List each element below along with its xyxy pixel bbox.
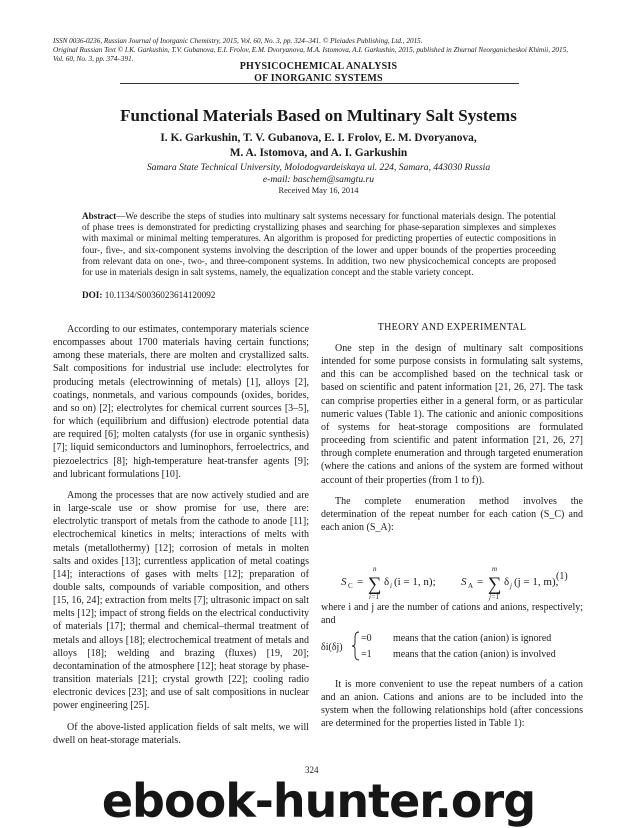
svg-text:δ: δ (504, 576, 510, 588)
cases-expression (321, 628, 583, 664)
equation-1 (321, 563, 583, 603)
journal-header-line: Vol. 60, No. 3, pp. 374–391. (53, 55, 134, 63)
after-equation-text: where i and j are the number of cations and anions, respectively; and (321, 602, 583, 627)
affiliation (0, 162, 637, 186)
doi (82, 290, 215, 301)
range-i: (i = 1, n); (394, 576, 436, 588)
section-line-2: OF INORGANIC SYSTEMS (254, 72, 383, 84)
svg-text:i: i (390, 582, 392, 590)
journal-header (53, 37, 593, 64)
journal-header-line: ISSN 0036-0236, Russian Journal of Inorganic Chemistry, 2015, Vol. 60, No. 3, pp. 324–341. © Pleiades Publishing, Ltd., 2015. (53, 37, 423, 45)
paragraph: One step in the design of multinary salt compositions intended for some purpose consists in formulating salt systems, and this can be accomplished based on the technical task or based on scientific and patent information [21, 26, 27]. The task can comprise properties either in a general form, or as particular numeric values (Table 1). The cationic and anionic compositions of systems for heat-storage compositions are formulated proceeding from scientific and patent information [21, 26, 27] through complete enumeration and through targeted enumeration (where the cations and anions of the system are formed without account of their properties (from 1 to f)). (321, 343, 583, 486)
cases-lhs: δi(δj) (321, 642, 343, 653)
case-one-text: means that the cation (anion) is involved (393, 649, 556, 660)
delta-i: δ (384, 576, 390, 588)
sc-subscript: C (348, 582, 353, 590)
journal-header-line: Original Russian Text © I.K. Garkushin, T.V. Gubanova, E.I. Frolov, E.M. Dvoryanova, M.A. Istomova, A.I. Garkushin, 2015, published in Zhurnal Neorganicheskoi Khimii, 2015, (53, 46, 569, 54)
sum-sign-i: ∑ (368, 574, 382, 595)
paragraph: Of the above-listed application fields of salt melts, we will dwell on heat-storage materials. (53, 721, 309, 746)
paragraph: According to our estimates, contemporary materials science encompasses about 1700 materials having certain functions; among these materials, there are molten and crystallized salts. Salt compositions for industrial use include: electrolytes for producing metals (electrowinning of metals) [1], alloys [2], coatings, nonmetals, and various compounds (oxides, borides, and so on) [2]; electrolytes for chemical current sources [3–5], for which (equilibrium and diffusion) electrode potential data are required [6]; molten catalysts (for use in organic synthesis) [7]; liquid semiconductors and luminophors, ferroelectrics, and piezoelectrics [8]; high-temperature heat-transfer agents [9]; and lubricant formulations [10]. (53, 324, 309, 480)
doi-value: 10.1134/S0036023614120092 (104, 290, 216, 300)
sc-symbol: S (341, 576, 347, 588)
svg-text:=: = (357, 576, 364, 588)
range-j: (j = 1, m), (514, 576, 559, 588)
equation-number: (1) (556, 571, 568, 582)
author-line-2: M. A. Istomova, and A. I. Garkushin (229, 146, 408, 159)
abstract-label: Abstract (82, 211, 117, 221)
left-column (53, 323, 309, 755)
paper-title: Functional Materials Based on Multinary Salt Systems (120, 106, 517, 125)
paragraph: The complete enumeration method involves the determination of the repeat number for each cation (S_C) and each anion (S_A): (321, 495, 583, 534)
section-title-theory: THEORY AND EXPERIMENTAL (377, 322, 527, 333)
watermark: ebook-hunter.org (101, 774, 536, 828)
svg-text:j: j (510, 582, 512, 590)
page-number: 324 (305, 765, 319, 775)
right-column (321, 342, 583, 542)
doi-label: DOI: (82, 290, 103, 300)
sum-upper-m: m (492, 565, 498, 573)
case-one: =1 (361, 649, 372, 660)
paragraph: Among the processes that are now actively studied and are in large-scale use or show promise for use, there are: electrolytic transport of metals from the cathode to anode [11]; electrochemical kinetics in melts; interactions of melts with metals (metallothermy) [12]; corrosion of metals in molten salts and oxides [13]; currentless application of metal coatings [14]; interactions of gases with melts [12]; preparation of double salts, compounds of variable composition, and others [15, 16, 24]; extraction from melts [7]; ultrasonic impact on salt melts [12]; impact of strong fields on the electrical conductivity of materials [17]; thermal and chemical–thermal treatment of metals and alloys [18]; electrochemical treatment of metals and alloys [18]; welding and brazing (fluxes) [19, 20]; decontamination of the atmosphere [12]; heat storage by phase-transition materials [21]; crystal growth [22]; cooling radio electronic devices [23]; and use of salt compositions in nuclear power engineering [25]. (53, 489, 309, 712)
section-divider (120, 83, 519, 84)
case-zero: =0 (361, 633, 372, 644)
received-date: Received May 16, 2014 (278, 186, 359, 195)
author-list (0, 131, 637, 160)
paragraph: It is more convenient to use the repeat numbers of a cation and an anion. Cations and anions are to be included into the system when the following relationships hold (after concessions are determined for the properties listed in Table 1): (321, 679, 583, 730)
case-zero-text: means that the cation (anion) is ignored (393, 633, 552, 644)
abstract (82, 211, 556, 278)
sa-subscript: A (468, 582, 474, 590)
sum-sign-j: ∑ (488, 574, 502, 595)
affiliation-email: e-mail: baschem@samgtu.ru (262, 174, 375, 185)
sum-upper-n: n (373, 565, 377, 573)
section-heading (0, 61, 637, 84)
section-line-1: PHYSICOCHEMICAL ANALYSIS (239, 61, 398, 72)
svg-text:=: = (477, 576, 484, 588)
sum-lower-j: j=1 (489, 593, 500, 601)
affiliation-address: Samara State Technical University, Molodogvardeiskaya ul. 224, Samara, 443030 Russia (146, 162, 491, 173)
abstract-text: —We describe the steps of studies into multinary salt systems necessary for functional materials design. The potential of phase trees is demonstrated for predicting crystallizing phases and searching for phase-separation simplexes and simplexes with maximal or minimal melting temperatures. An algorithm is proposed for predicting properties of eutectic compositions in four-, five-, and six-component systems involving the description of the lower and upper bounds of the properties proceeding from relevant data on one-, two-, and three-component systems. In addition, two new physicochemical concepts are proposed for use in materials design in salt systems, namely, the equalization concept and the stable variety concept. (82, 211, 556, 278)
sa-symbol: S (461, 576, 467, 588)
sum-lower-i: i=1 (369, 593, 380, 601)
author-line-1: I. K. Garkushin, T. V. Gubanova, E. I. Frolov, E. M. Dvoryanova, (160, 132, 477, 144)
